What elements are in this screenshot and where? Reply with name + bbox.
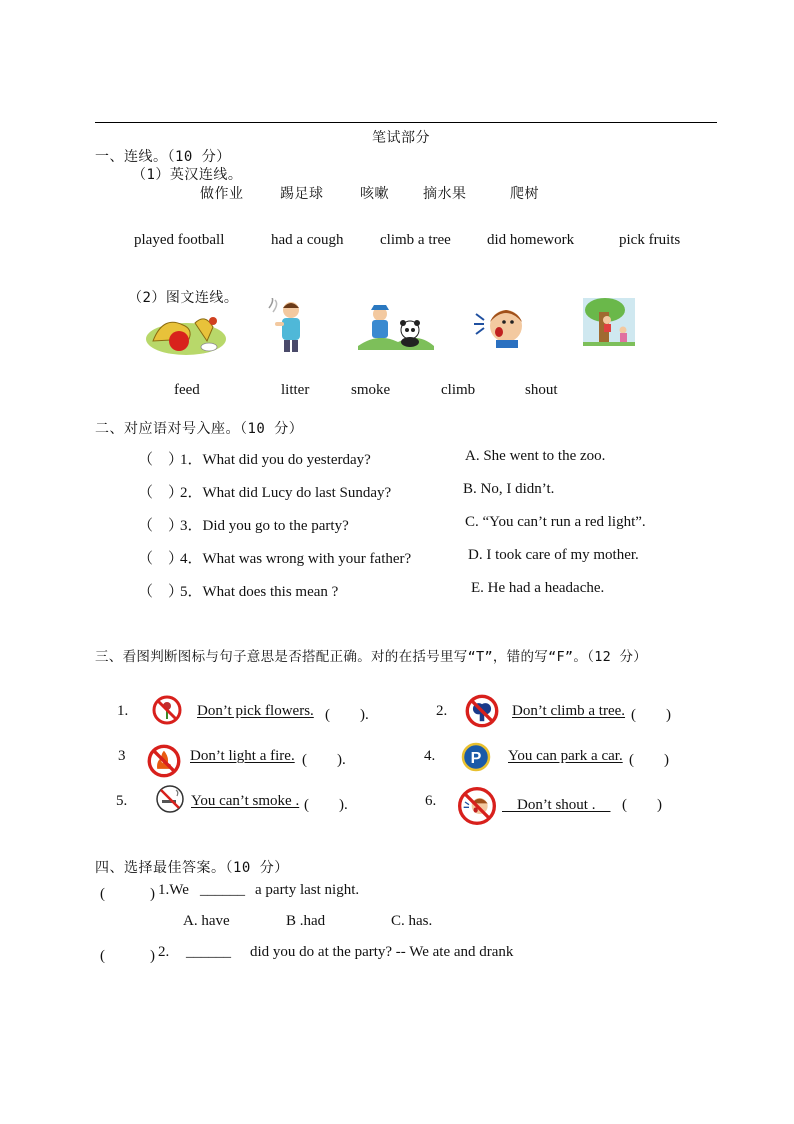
answer-option: D. I took care of my mother. [468,547,639,563]
no-shouting-sign-icon [457,786,497,826]
boy-shouting-picture [474,302,528,348]
sign-sentence: Don’t climb a tree. [512,703,626,719]
tf-blank[interactable]: ( ). [304,797,348,813]
sign-sentence: Don’t pick flowers. [197,703,314,719]
question-text: did you do at the party? -- We ate and drank [250,944,514,960]
answer-paren[interactable]: ( ) [100,948,155,964]
answer-option: A. She went to the zoo. [465,448,606,464]
picture-word: feed [174,382,200,398]
tf-blank[interactable]: ( ) [629,752,669,768]
sign-sentence: You can’t smoke . [191,793,300,809]
answer-paren[interactable]: （ ） [138,584,184,600]
question-text: 1.We [158,882,189,898]
chinese-word: 爬树 [510,186,539,202]
english-phrase: played football [134,232,225,248]
sign-sentence: Don’t light a fire. [190,748,295,764]
question-text: 1．What did you do yesterday? [180,452,371,468]
question-text: a party last night. [255,882,360,898]
section4-heading: 四、选择最佳答案。（10 分） [95,860,289,876]
item-number: 3 [118,748,126,764]
item-number: 2. [436,703,448,719]
answer-paren[interactable]: （ ） [138,452,184,468]
english-phrase: had a cough [271,232,344,248]
choice-option: C. has. [391,913,433,929]
boy-with-panda-picture [358,302,434,350]
feeding-animal-picture [143,305,229,357]
svg-text:P: P [470,750,482,767]
section1-part1-title: （1）英汉连线。 [132,167,243,183]
choice-option: A. have [183,913,230,929]
sign-sentence: You can park a car. [508,748,623,764]
choice-option: B .had [286,913,326,929]
answer-paren[interactable]: （ ） [138,485,184,501]
no-smoking-sign-icon [155,784,185,814]
english-phrase: climb a tree [380,232,451,248]
english-phrase: pick fruits [619,232,681,248]
english-phrase: did homework [487,232,575,248]
no-picking-flowers-sign-icon [152,695,182,725]
picture-word: smoke [351,382,391,398]
section1-part2-title: （2）图文连线。 [128,290,239,306]
picture-word: climb [441,382,476,398]
section2-heading: 二、对应语对号入座。（10 分） [95,421,304,437]
question-number: 2. [158,944,170,960]
question-text: 3．Did you go to the party? [180,518,349,534]
item-number: 1. [117,703,129,719]
tf-blank[interactable]: ( ) [622,797,662,813]
item-number: 5. [116,793,128,809]
section3-heading: 三、看图判断图标与句子意思是否搭配正确。对的在括号里写“T”，错的写“F”。（12 分） [95,649,648,665]
climbing-tree-picture [583,298,635,346]
item-number: 6. [425,793,437,809]
question-text: 4．What was wrong with your father? [180,551,412,567]
answer-option: C. “You can’t run a red light”. [465,514,646,530]
no-fire-sign-icon [147,744,181,778]
tf-blank[interactable]: ( ) [631,707,671,723]
chinese-word: 做作业 [200,186,244,202]
answer-option: E. He had a headache. [471,580,605,596]
boy-smoking-picture [265,298,307,354]
parking-sign-icon [461,742,491,772]
answer-option: B. No, I didn’t. [463,481,555,497]
chinese-word: 摘水果 [423,186,467,202]
section1-heading: 一、连线。（10 分） [95,149,231,165]
fill-blank[interactable]: ______ [200,882,245,898]
page-title: 笔试部分 [372,130,430,146]
question-text: 2．What did Lucy do last Sunday? [180,485,392,501]
picture-word: litter [281,382,310,398]
answer-paren[interactable]: ( ) [100,886,155,902]
question-text: 5．What does this mean ? [180,584,339,600]
item-number: 4. [424,748,436,764]
header-rule [95,122,717,123]
answer-paren[interactable]: （ ） [138,551,184,567]
tf-blank[interactable]: ( ). [325,707,369,723]
answer-paren[interactable]: （ ） [138,518,184,534]
chinese-word: 踢足球 [280,186,324,202]
sign-sentence: Don’t shout . [502,797,611,813]
tf-blank[interactable]: ( ). [302,752,346,768]
fill-blank[interactable]: ______ [186,944,231,960]
picture-word: shout [525,382,558,398]
no-climbing-sign-icon [465,694,499,728]
chinese-word: 咳嗽 [360,186,389,202]
